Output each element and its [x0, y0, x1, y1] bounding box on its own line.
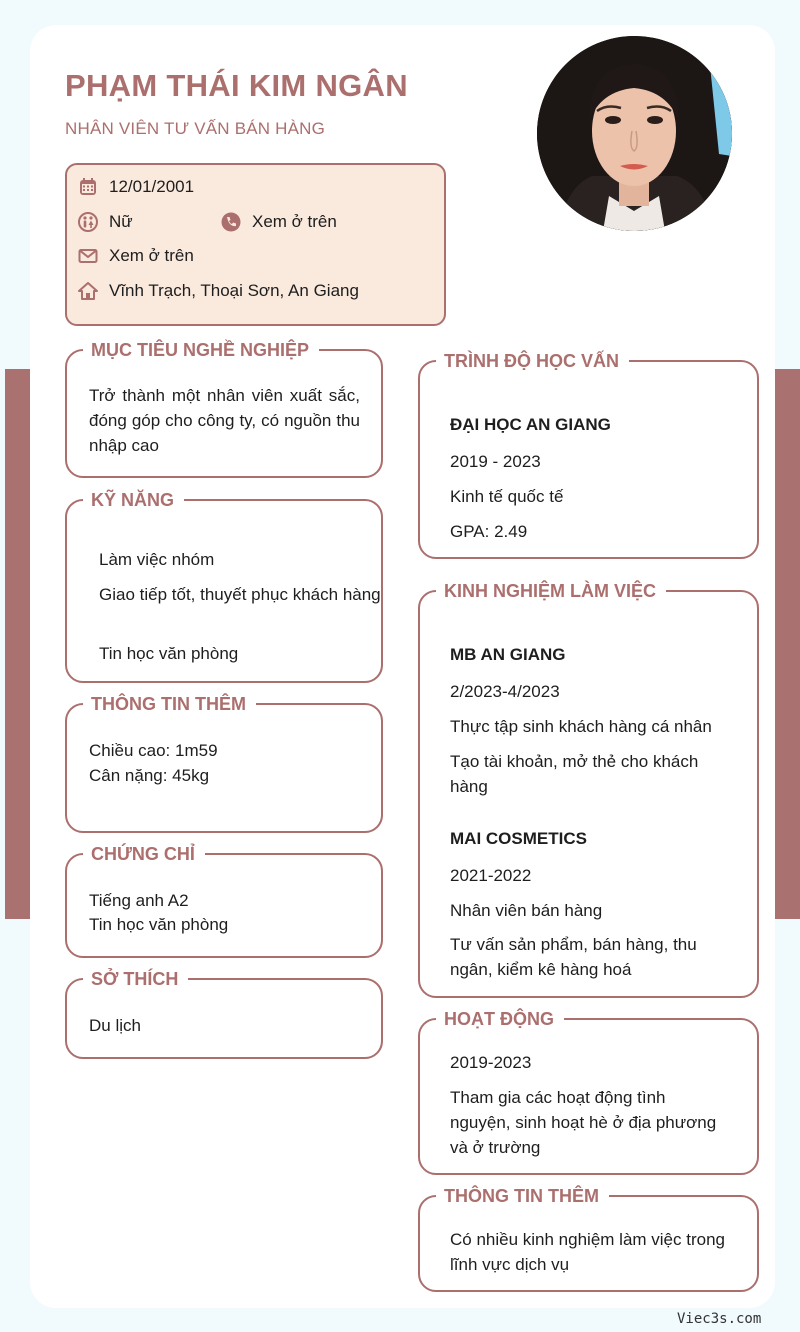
job-company: MAI COSMETICS — [450, 829, 587, 848]
objective-section — [65, 340, 383, 478]
birthday-row — [78, 177, 194, 197]
job-position: Nhân viên bán hàng — [450, 901, 603, 920]
extra-info-right-title: THÔNG TIN THÊM — [436, 1183, 609, 1209]
certificates-section — [65, 844, 383, 958]
weight-text: Cân nặng: 45kg — [89, 766, 210, 785]
education-period: 2019 - 2023 — [450, 452, 541, 471]
address-value: Vĩnh Trạch, Thoại Sơn, An Giang — [109, 281, 359, 300]
job-title: NHÂN VIÊN TƯ VẤN BÁN HÀNG — [65, 119, 326, 138]
profile-photo — [537, 36, 732, 231]
candidate-name: PHẠM THÁI KIM NGÂN — [65, 68, 408, 103]
personal-info-box — [65, 163, 446, 326]
email-icon — [78, 246, 98, 266]
extra-info-left-section — [65, 694, 383, 833]
education-gpa: GPA: 2.49 — [450, 522, 528, 541]
activities-period: 2019-2023 — [450, 1053, 532, 1072]
extra-info-right-text: Có nhiều kinh nghiệm làm việc trong lĩnh vực dịch vụ — [450, 1230, 725, 1274]
email-value: Xem ở trên — [109, 246, 194, 265]
hobby-text: Du lịch — [89, 1016, 141, 1035]
height-text: Chiều cao: 1m59 — [89, 741, 218, 760]
phone-icon — [221, 212, 241, 232]
certificate-item: Tin học văn phòng — [89, 915, 229, 934]
job-description: Tư vấn sản phẩm, bán hàng, thu ngân, kiểm kê hàng hoá — [450, 935, 697, 979]
gender-icon — [78, 212, 98, 232]
calendar-icon — [78, 177, 98, 197]
education-section — [418, 351, 759, 559]
job-period: 2/2023-4/2023 — [450, 682, 560, 701]
objective-text: Trở thành một nhân viên xuất sắc, đóng góp cho công ty, có nguồn thu nhập cao — [89, 386, 360, 455]
certificate-item: Tiếng anh A2 — [89, 891, 189, 910]
job-period: 2021-2022 — [450, 866, 532, 885]
skill-item: Làm việc nhóm — [99, 550, 215, 569]
school-name: ĐẠI HỌC AN GIANG — [450, 415, 611, 434]
objective-title: MỤC TIÊU NGHỀ NGHIỆP — [83, 337, 319, 363]
activities-title: HOẠT ĐỘNG — [436, 1006, 564, 1032]
education-major: Kinh tế quốc tế — [450, 487, 564, 506]
birthday-value: 12/01/2001 — [109, 177, 195, 196]
activities-text: Tham gia các hoạt động tình nguyện, sinh hoạt hè ở địa phương và ở trường — [450, 1088, 717, 1157]
email-row — [78, 246, 194, 266]
phone-value: Xem ở trên — [252, 212, 337, 231]
experience-title: KINH NGHIỆM LÀM VIỆC — [436, 578, 666, 604]
extra-info-left-title: THÔNG TIN THÊM — [83, 691, 256, 717]
watermark: Viec3s.com — [677, 1311, 762, 1327]
certificates-title: CHỨNG CHỈ — [83, 841, 205, 867]
activities-section — [418, 1009, 759, 1175]
skills-section — [65, 490, 383, 683]
right-decor-band — [775, 369, 800, 919]
gender-row — [78, 212, 133, 232]
experience-section — [418, 581, 759, 998]
hobbies-title: SỞ THÍCH — [83, 966, 188, 992]
home-icon — [78, 281, 98, 301]
job-description: Tạo tài khoản, mở thẻ cho khách hàng — [450, 752, 699, 796]
job-position: Thực tập sinh khách hàng cá nhân — [450, 717, 712, 736]
skill-item: Tin học văn phòng — [99, 644, 239, 663]
job-company: MB AN GIANG — [450, 645, 566, 664]
skills-title: KỸ NĂNG — [83, 487, 184, 513]
skill-item: Giao tiếp tốt, thuyết phục khách hàng — [99, 585, 381, 604]
extra-info-right-section — [418, 1186, 759, 1292]
left-decor-band — [5, 369, 31, 919]
hobbies-section — [65, 969, 383, 1059]
phone-row — [221, 212, 337, 232]
education-title: TRÌNH ĐỘ HỌC VẤN — [436, 348, 629, 374]
address-row — [78, 281, 359, 301]
gender-value: Nữ — [109, 212, 133, 231]
